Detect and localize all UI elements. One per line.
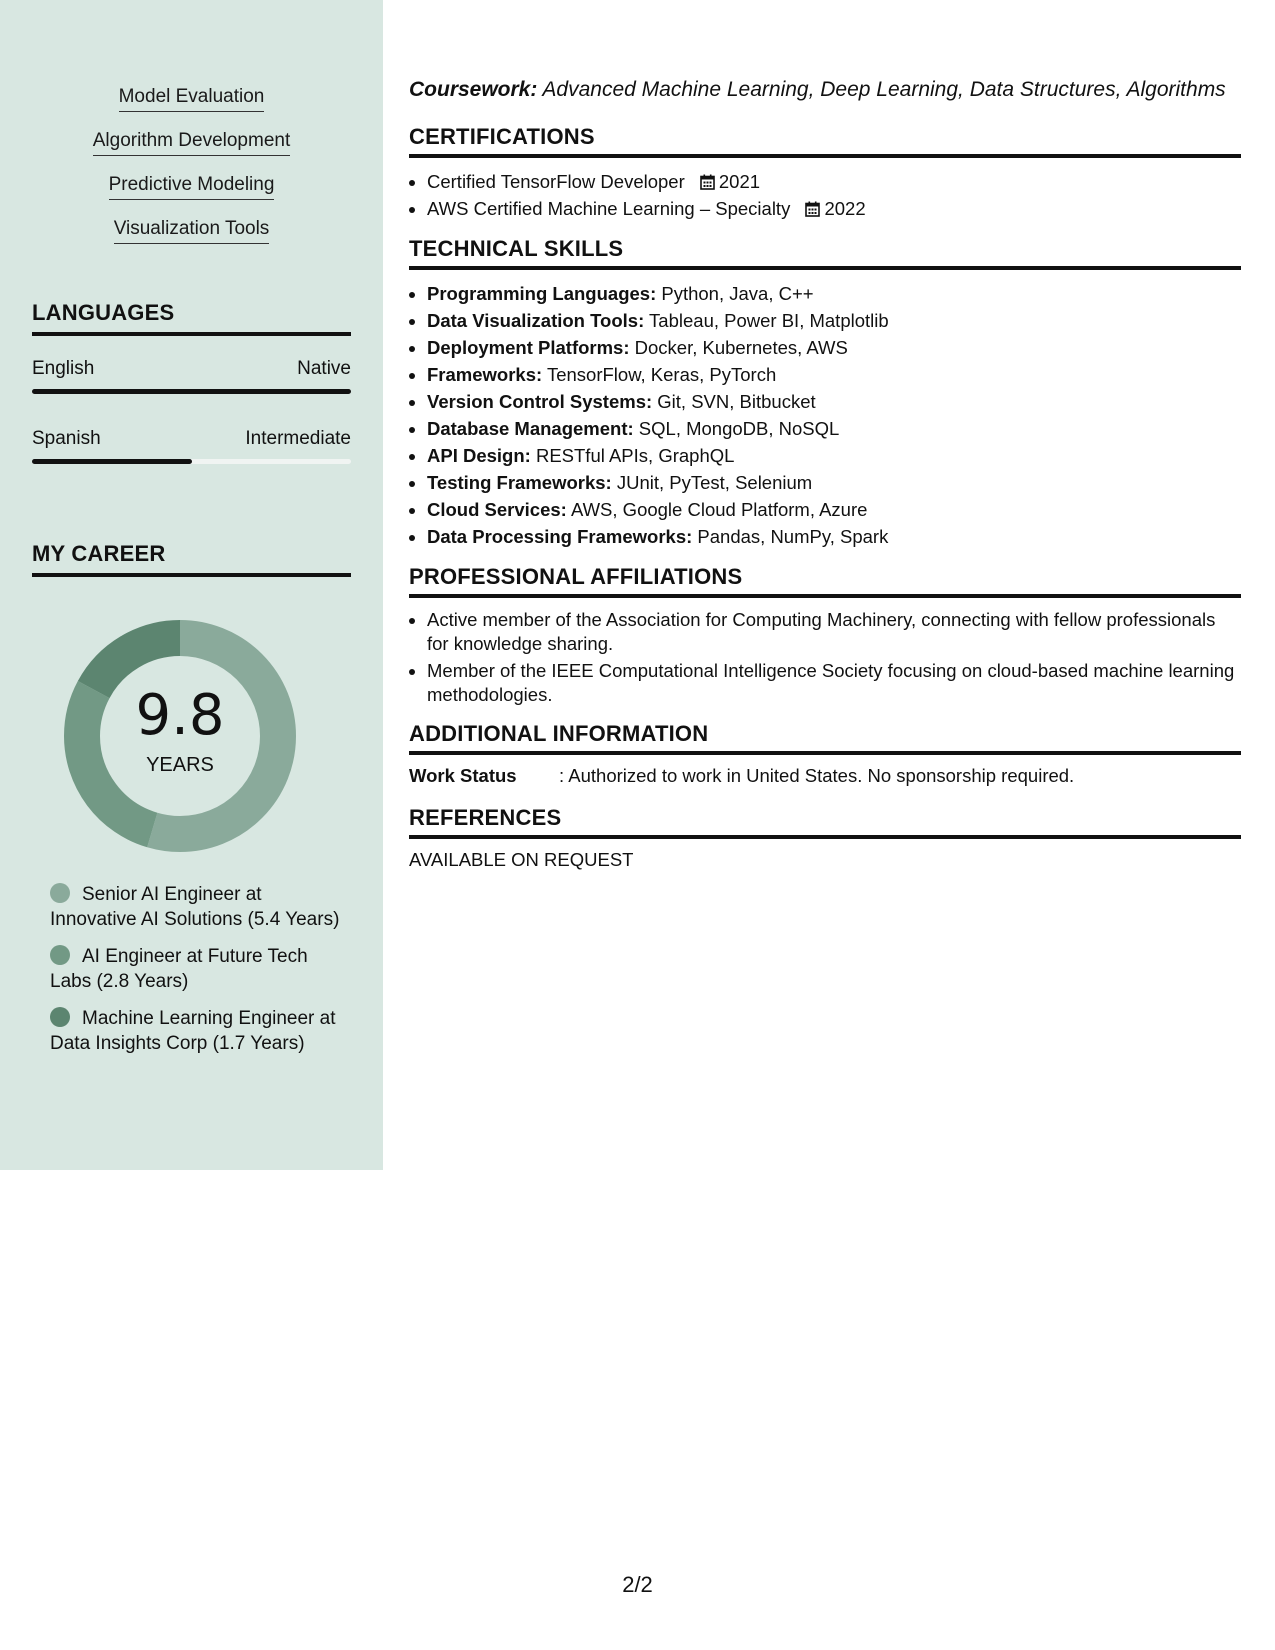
skill-values: Git, SVN, Bitbucket [652, 391, 816, 412]
coursework-label: Coursework: [409, 78, 538, 101]
skill-values: TensorFlow, Keras, PyTorch [542, 364, 777, 385]
legend-dot-icon [50, 883, 70, 903]
skill-item [427, 469, 1241, 496]
career-legend-item [50, 944, 340, 994]
career-legend-item [50, 1006, 340, 1056]
skill-values: Pandas, NumPy, Spark [692, 526, 889, 547]
main-content [409, 78, 1241, 871]
calendar-icon [805, 201, 820, 217]
skill-category: Data Processing Frameworks: [427, 526, 693, 547]
skill-list [0, 86, 383, 262]
coursework [409, 78, 1241, 102]
career-legend-item [50, 882, 340, 932]
certification-item [427, 168, 1241, 195]
legend-dot-icon [50, 1007, 70, 1027]
language-level: Native [297, 358, 351, 379]
references-text: AVAILABLE ON REQUEST [409, 849, 634, 870]
career-legend-label: Machine Learning Engineer at Data Insights Corp (1.7 Years) [50, 1008, 336, 1054]
skill-item [427, 496, 1241, 523]
skill-values: AWS, Google Cloud Platform, Azure [566, 499, 868, 520]
affiliations-list [409, 608, 1241, 707]
work-status-row [409, 765, 1241, 787]
certification-year: 2021 [718, 171, 761, 192]
work-status-value: : Authorized to work in United States. No sponsorship required. [559, 765, 1075, 786]
technical-skills-list [409, 280, 1241, 550]
career-heading: MY CAREER [32, 541, 351, 577]
skill-values: Docker, Kubernetes, AWS [629, 337, 848, 358]
skill-category: Programming Languages: [427, 283, 657, 304]
languages-heading: LANGUAGES [32, 300, 351, 336]
skill-item [427, 307, 1241, 334]
skill-values: JUnit, PyTest, Selenium [611, 472, 813, 493]
affiliation-item: • Active member of the Association for Computing Machinery, connecting with fellow professionals for knowledge sharing. [427, 608, 1241, 656]
certification-item [427, 195, 1241, 222]
skill-item [427, 361, 1241, 388]
career-total-unit: YEARS [146, 754, 214, 776]
certification-name: Certified TensorFlow Developer [427, 171, 685, 192]
calendar-icon [700, 174, 715, 190]
skill-tag: Algorithm Development [93, 130, 290, 156]
career-total-years: 9.8 [135, 683, 225, 748]
skill-category: Deployment Platforms: [427, 337, 630, 358]
page-number: 2/2 [622, 1572, 653, 1597]
additional-info-heading: ADDITIONAL INFORMATION [409, 721, 1241, 755]
certifications-heading: CERTIFICATIONS [409, 124, 1241, 158]
language-proficiency-fill [32, 459, 192, 464]
skill-values: Python, Java, C++ [656, 283, 814, 304]
certification-name: AWS Certified Machine Learning – Specialty [427, 198, 791, 219]
legend-dot-icon [50, 945, 70, 965]
skill-category: Database Management: [427, 418, 634, 439]
coursework-text: Advanced Machine Learning, Deep Learning, Data Structures, Algorithms [537, 78, 1226, 101]
certifications-list [409, 168, 1241, 222]
skill-tag: Predictive Modeling [109, 174, 275, 200]
references-heading: REFERENCES [409, 805, 1241, 839]
career-legend-label: Senior AI Engineer at Innovative AI Solutions (5.4 Years) [50, 884, 340, 930]
affiliation-item: • Member of the IEEE Computational Intelligence Society focusing on cloud-based machine learning methodologies. [427, 659, 1241, 707]
skill-item [427, 388, 1241, 415]
language-proficiency-bar [32, 389, 351, 394]
skill-tag: Visualization Tools [114, 218, 270, 244]
certification-year: 2022 [824, 198, 866, 219]
skill-item [427, 280, 1241, 307]
skill-category: Frameworks: [427, 364, 543, 385]
skill-values: Tableau, Power BI, Matplotlib [644, 310, 889, 331]
sidebar [0, 0, 383, 1170]
skill-item [427, 334, 1241, 361]
skill-item [427, 523, 1241, 550]
language-name: Spanish [32, 428, 101, 449]
skill-category: API Design: [427, 445, 531, 466]
language-row [32, 428, 351, 450]
skill-item [427, 442, 1241, 469]
career-legend [50, 882, 340, 1068]
language-proficiency-fill [32, 389, 351, 394]
skill-item [427, 415, 1241, 442]
skill-values: RESTful APIs, GraphQL [530, 445, 735, 466]
language-name: English [32, 358, 95, 379]
skill-tag: Model Evaluation [119, 86, 265, 112]
skill-category: Cloud Services: [427, 499, 567, 520]
skill-category: Version Control Systems: [427, 391, 653, 412]
affiliations-heading: PROFESSIONAL AFFILIATIONS [409, 564, 1241, 598]
skill-category: Data Visualization Tools: [427, 310, 645, 331]
technical-skills-heading: TECHNICAL SKILLS [409, 236, 1241, 270]
skill-values: SQL, MongoDB, NoSQL [633, 418, 840, 439]
language-row [32, 358, 351, 380]
work-status-label: Work Status [409, 765, 517, 786]
skill-category: Testing Frameworks: [427, 472, 612, 493]
language-level: Intermediate [245, 428, 351, 449]
language-proficiency-bar [32, 459, 351, 464]
career-legend-label: AI Engineer at Future Tech Labs (2.8 Years) [50, 946, 308, 992]
